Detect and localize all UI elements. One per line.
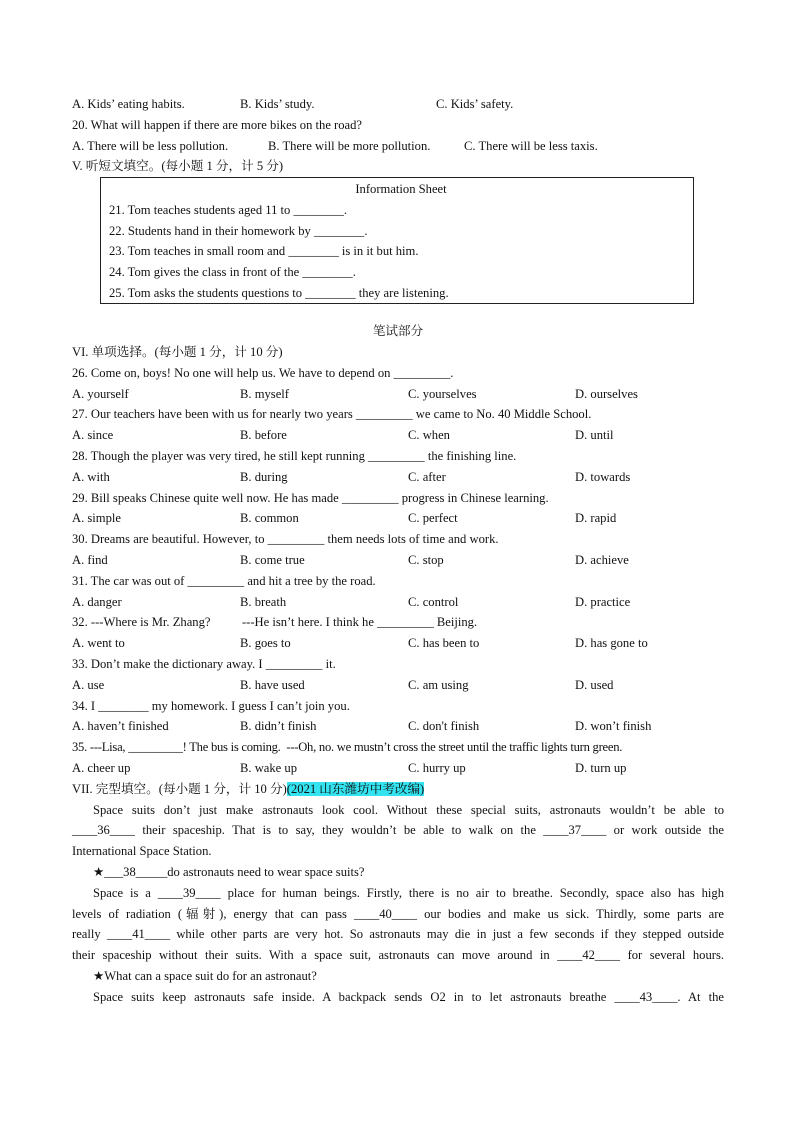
- option-a: A. use: [72, 677, 105, 692]
- option-b: B. breath: [240, 594, 287, 609]
- option-c: C. There will be less taxis.: [464, 138, 598, 153]
- option-b: B. wake up: [240, 760, 298, 775]
- q20-question: 20. What will happen if there are more bikes on the road?: [72, 117, 363, 132]
- section7-heading: [72, 779, 724, 800]
- option-a: A. Kids’ eating habits.: [72, 97, 185, 111]
- question-text: 29. Bill speaks Chinese quite well now. He has made _________ progress in Chinese learning.: [72, 490, 549, 505]
- cloze-passage: [72, 800, 724, 1008]
- sheet-item: 23. Tom teaches in small room and ________ is in it but him.: [109, 244, 419, 259]
- question-text: 34. I ________ my homework. I guess I can’t join you.: [72, 698, 350, 713]
- question-text: 26. Come on, boys! No one will help us. We have to depend on _________.: [72, 365, 454, 380]
- question-text: 27. Our teachers have been with us for nearly two years _________ we came to No. 40 Middle School.: [72, 407, 592, 422]
- passage-line: Space is a ____39____ place for human beings. Firstly, there is no air to breathe. Secondly, space also has high: [93, 885, 724, 900]
- options: [72, 675, 724, 696]
- option-c: C. am using: [408, 677, 469, 692]
- question-35: [72, 737, 724, 779]
- options: [72, 550, 724, 571]
- option-a: A. since: [72, 428, 114, 443]
- written-part-title: 笔试部分: [372, 324, 424, 339]
- option-b: B. come true: [240, 552, 305, 567]
- option-c: C. perfect: [408, 511, 458, 526]
- option-a: A. cheer up: [72, 760, 131, 775]
- option-b: B. during: [240, 469, 288, 484]
- option-d: D. achieve: [575, 552, 629, 567]
- option-b: B. Kids’ study.: [240, 97, 315, 111]
- option-d: D. has gone to: [575, 636, 648, 651]
- option-c: C. control: [408, 594, 459, 609]
- option-d: D. rapid: [575, 511, 617, 526]
- sheet-item: 21. Tom teaches students aged 11 to ________.: [109, 202, 348, 217]
- question-27: [72, 404, 724, 446]
- options: [72, 758, 724, 779]
- options: [72, 467, 724, 488]
- section5-heading: V. 听短文填空。(每小题 1 分，计 5 分): [72, 159, 284, 174]
- question-32: [72, 612, 724, 654]
- option-d: D. ourselves: [575, 386, 638, 401]
- option-a: A. danger: [72, 594, 122, 609]
- option-a: A. There will be less pollution.: [72, 138, 229, 153]
- passage-line: really ____41____ while other parts are very hot. So astronauts may die in just a few seconds if they stepped outside: [72, 927, 724, 942]
- option-b: B. myself: [240, 386, 289, 401]
- option-b: B. before: [240, 428, 287, 443]
- option-b: B. There will be more pollution.: [268, 138, 431, 153]
- option-b: B. didn’t finish: [240, 719, 317, 734]
- option-c: C. after: [408, 469, 446, 484]
- option-c: C. stop: [408, 552, 444, 567]
- question-34: [72, 696, 724, 738]
- option-a: A. find: [72, 552, 108, 567]
- option-c: C. don't finish: [408, 719, 480, 734]
- section7-heading-text: VII. 完型填空。(每小题 1 分，计 10 分): [72, 781, 287, 796]
- sheet-item: 22. Students hand in their homework by ________.: [109, 223, 368, 238]
- option-a: A. went to: [72, 636, 125, 651]
- option-a: A. haven’t finished: [72, 719, 169, 734]
- box-title: Information Sheet: [355, 182, 447, 197]
- options: [72, 384, 724, 405]
- option-c: C. has been to: [408, 636, 480, 651]
- section6-heading: VI. 单项选择。(每小题 1 分，计 10 分): [72, 344, 283, 359]
- information-sheet-box: [100, 177, 694, 304]
- question-30: [72, 529, 724, 571]
- source-tag: (2021 山东潍坊中考改编): [286, 781, 425, 796]
- question-text: 35. ---Lisa, _________! The bus is coming. ---Oh, no. we mustn’t cross the street until the traffic lights turn green.: [72, 740, 623, 755]
- passage-line: their spaceship without their suits. With a space suit, astronauts can move around in ____42____ for several hours.: [72, 948, 724, 963]
- passage-subheading: ★___38_____do astronauts need to wear space suits?: [93, 864, 365, 879]
- options: [72, 716, 724, 737]
- sheet-item: 24. Tom gives the class in front of the ________.: [109, 264, 356, 279]
- options: [72, 592, 724, 613]
- passage-line: International Space Station.: [72, 844, 212, 859]
- option-d: D. practice: [575, 594, 631, 609]
- option-d: D. towards: [575, 469, 631, 484]
- exam-page: [72, 94, 724, 1007]
- option-c: C. yourselves: [408, 386, 477, 401]
- passage-line: Space suits keep astronauts safe inside. A backpack sends O2 in to let astronauts breathe ____43____. At the: [93, 989, 724, 1004]
- option-d: D. turn up: [575, 760, 627, 775]
- option-b: B. goes to: [240, 636, 291, 651]
- option-c: C. hurry up: [408, 760, 466, 775]
- sheet-item: 25. Tom asks the students questions to ________ they are listening.: [109, 285, 449, 300]
- question-text: 30. Dreams are beautiful. However, to _________ them needs lots of time and work.: [72, 532, 499, 547]
- question-text: 31. The car was out of _________ and hit a tree by the road.: [72, 573, 376, 588]
- question-28: [72, 446, 724, 488]
- passage-line: levels of radiation (辐射), energy that can pass ____40____ our bodies and make us sick. Thirdly, some parts are: [72, 906, 724, 921]
- passage-line: ____36____ their spaceship. That is to say, they wouldn’t be able to walk on the ____37____ or work outside the: [72, 823, 724, 838]
- option-d: D. until: [575, 428, 614, 443]
- q20-options: [72, 136, 724, 157]
- question-text: 32. ---Where is Mr. Zhang? ---He isn’t here. I think he _________ Beijing.: [72, 615, 478, 630]
- passage-subheading: ★What can a space suit do for an astronaut?: [93, 968, 317, 983]
- question-text: 28. Though the player was very tired, he still kept running _________ the finishing line.: [72, 448, 517, 463]
- question-31: [72, 571, 724, 613]
- options: [72, 425, 724, 446]
- option-b: B. common: [240, 511, 299, 526]
- options: [72, 508, 724, 529]
- question-29: [72, 488, 724, 530]
- option-a: A. yourself: [72, 386, 129, 401]
- passage-line: Space suits don’t just make astronauts look cool. Without these special suits, astronauts wouldn’t be able to: [93, 802, 724, 817]
- option-d: D. won’t finish: [575, 719, 652, 734]
- option-c: C. when: [408, 428, 450, 443]
- option-a: A. with: [72, 469, 110, 484]
- question-text: 33. Don’t make the dictionary away. I _________ it.: [72, 656, 336, 671]
- options: [72, 633, 724, 654]
- option-a: A. simple: [72, 511, 121, 526]
- option-d: D. used: [575, 677, 614, 692]
- question-33: [72, 654, 724, 696]
- q19-options: [72, 94, 724, 115]
- question-26: [72, 363, 724, 405]
- option-c: C. Kids’ safety.: [436, 97, 514, 111]
- option-b: B. have used: [240, 677, 305, 692]
